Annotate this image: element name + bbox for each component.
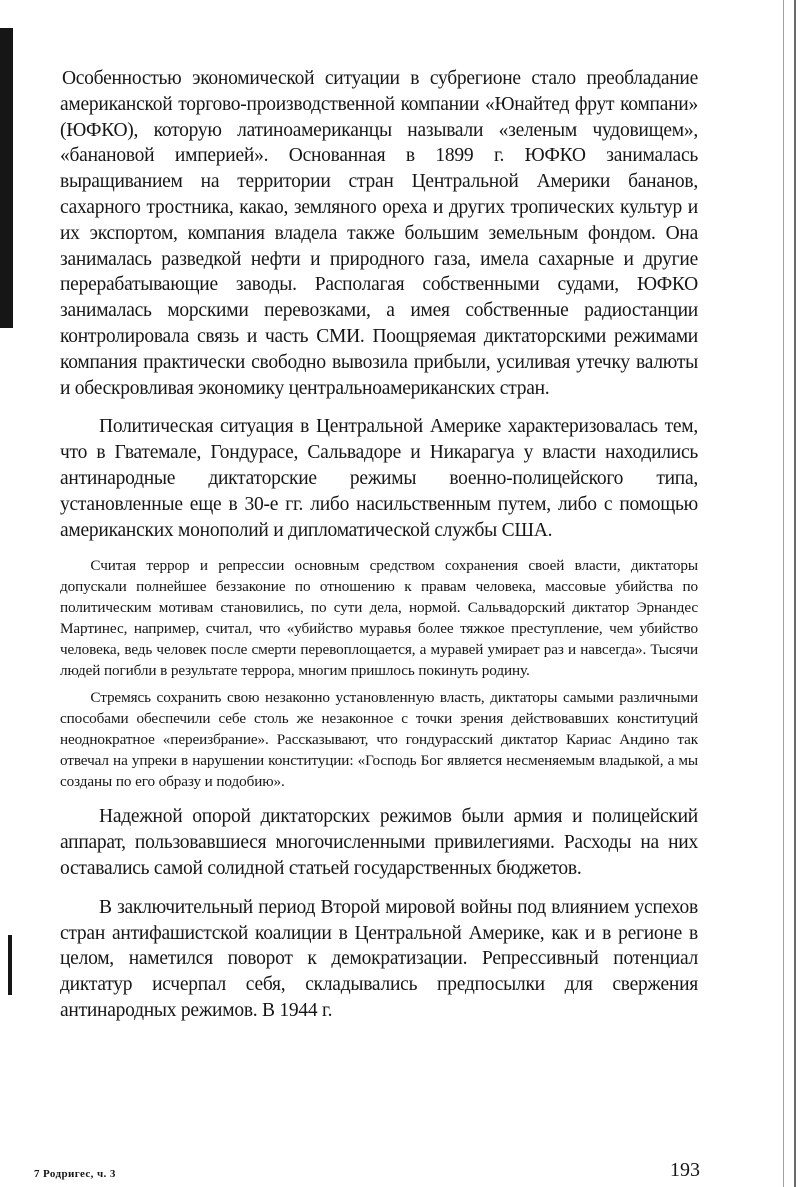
page-footer (34, 1158, 700, 1182)
scan-shadow-left (0, 28, 13, 328)
paragraph-political-situation: Политическая ситуация в Центральной Америке характеризовалась тем, что в Гватемале, Гондурасе, Сальвадоре и Никарагуа у власти находились антинародные диктаторские режимы военно-полицейского типа, установленные еще в 30-е гг. либо насильственным путем, либо с помощью американских монополий и дипломатической службы США. (60, 416, 698, 541)
fine-print-reelection: Стремясь сохранить свою незаконно установленную власть, диктаторы самыми различными способами обеспечили себе столь же незаконное с точки зрения действовавших конституций неоднократное «переизбрание». Рассказывают, что гондурасский диктатор Кариас Андино так отвечал на упреки в нарушении конституции: «Господь Бог является несменяемым владыкой, а мы созданы по его образу и подобию». (60, 689, 698, 791)
paragraph-ufco: Особенностью экономической ситуации в субрегионе стало преобладание американской торгово-производственной компании «Юнайтед фрут компани» (ЮФКО), которую латиноамериканцы называли «зеленым чудовищем», «банановой империей». Основанная в 1899 г. ЮФКО занималась выращиванием на территории стран Центральной Америки бананов, сахарного тростника, какао, земляного ореха и других тропических культур и их экспортом, компания владела также большим земельным фондом. Она занималась разведкой нефти и природного газа, имела сахарные и другие перерабатывающие заводы. Располагая собственными судами, ЮФКО занималась морскими перевозками, а имея собственные радиостанции контролировала связь и часть СМИ. Поощряемая диктаторскими режимами компания практически свободно вывозила прибыли, усиливая утечку валюты и обескровливая экономику центральноамериканских стран. (60, 68, 698, 399)
scan-edge-right-inner (783, 0, 784, 1187)
fine-print-terror: Считая террор и репрессии основным средством сохранения своей власти, диктаторы допускали полнейшее беззаконие по отношению к правам человека, массовые убийства по политическим мотивам становились, по сути дела, нормой. Сальвадорский диктатор Эрнандес Мартинес, например, считал, что «убийство муравья более тяжкое преступление, чем убийство человека, ведь человек после смерти перевоплощается, а муравей умирает раз и навсегда». Тысячи людей погибли в результате террора, многим пришлось покинуть родину. (60, 557, 698, 680)
paragraph-army-police: Надежной опорой диктаторских режимов были армия и полицейский аппарат, пользовавшиеся многочисленными привилегиями. Расходы на них оставались самой солидной статьей государственных бюджетов. (60, 806, 698, 879)
printer-signature: 7 Родригес, ч. 3 (34, 1168, 116, 1180)
text-column (60, 66, 698, 1024)
page-number: 193 (670, 1159, 700, 1181)
scan-edge-right (794, 0, 796, 1187)
paragraph-democratization: В заключительный период Второй мировой войны под влиянием успехов стран антифашистской коалиции в Центральной Америке, как и в регионе в целом, наметился поворот к демократизации. Репрессивный потенциал диктатур исчерпал себя, складывались предпосылки для свержения антинародных режимов. В 1944 г. (60, 896, 698, 1021)
scan-mark-left (8, 935, 12, 995)
